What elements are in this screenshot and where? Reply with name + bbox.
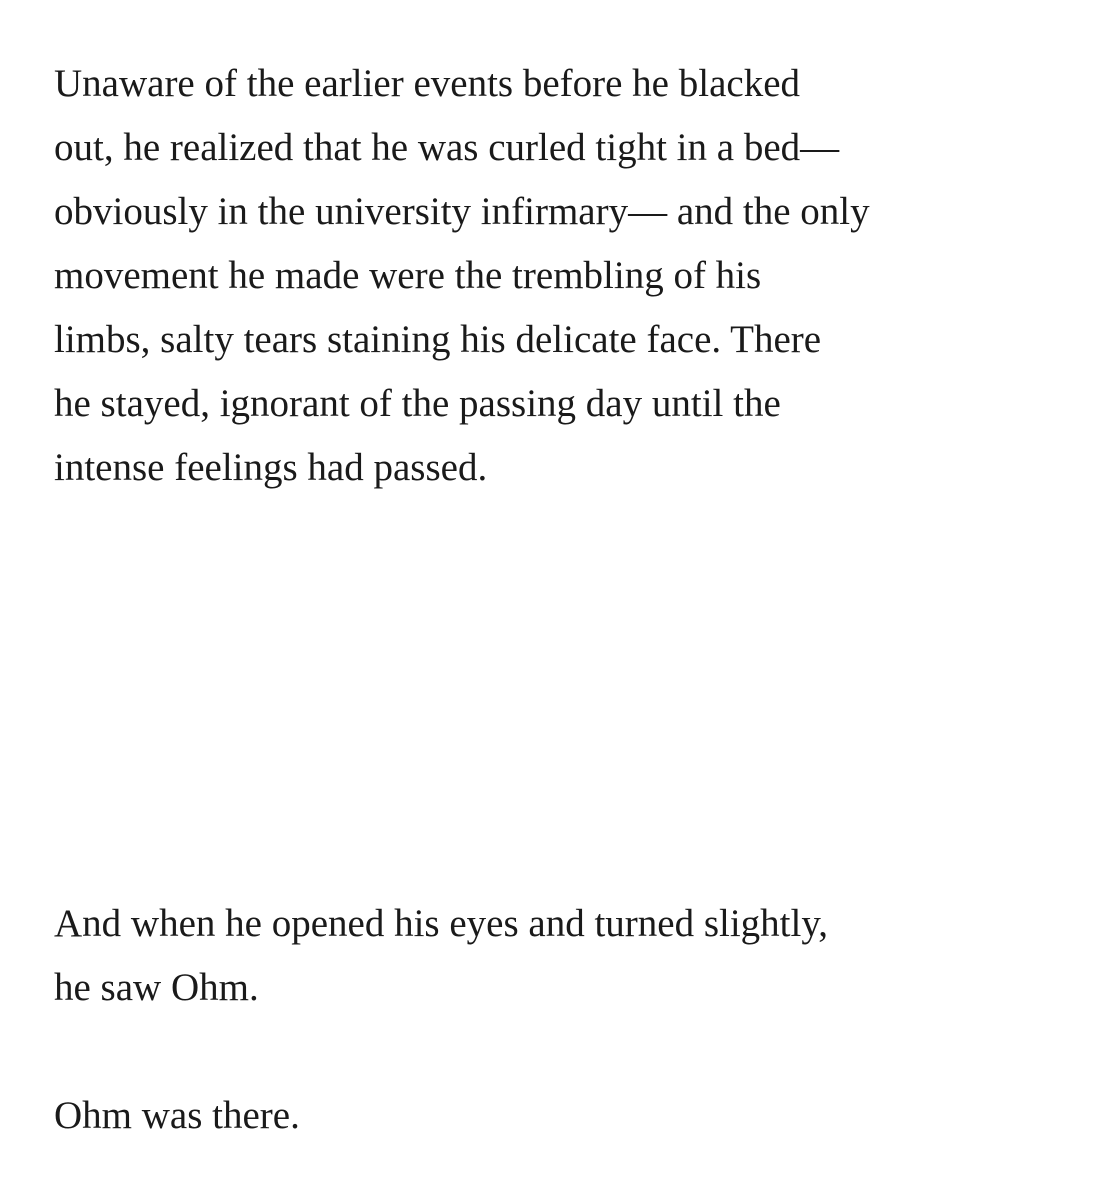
paragraph-1: Unaware of the earlier events before he blacked out, he realized that he was curled tight in a bed— obviously in the university infirmary— and the only movement he made were the trembling of his limbs, salty tears staining his delicate face. There he stayed, ignorant of the passing day until the intense feelings had passed. — [54, 62, 870, 489]
paragraph-2: And when he opened his eyes and turned slightly, he saw Ohm. — [54, 902, 829, 1009]
paragraph-3: Ohm was there. — [54, 1094, 300, 1137]
